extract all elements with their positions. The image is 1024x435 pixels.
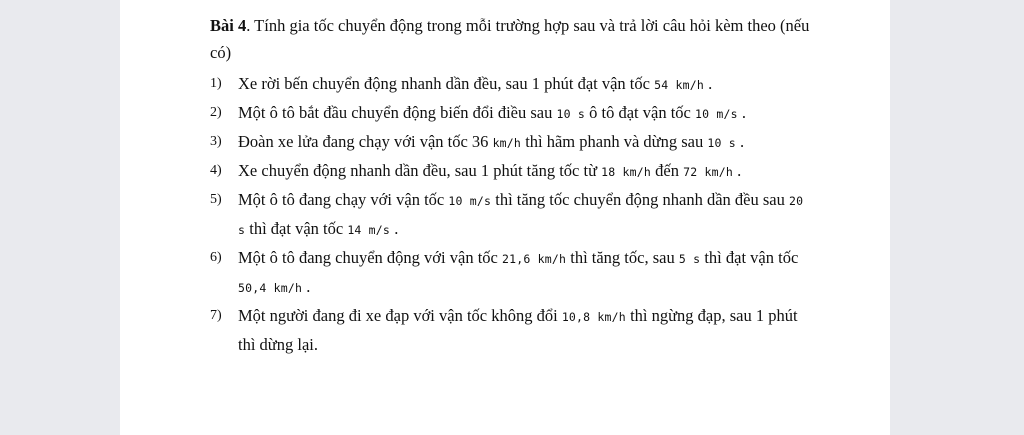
- text-run: .: [390, 219, 399, 238]
- document-content: [210, 12, 810, 358]
- text-run: .: [735, 132, 745, 151]
- list-item: [210, 70, 810, 99]
- unit-value: 10 m/s: [694, 107, 738, 121]
- list-item-text: [238, 244, 810, 302]
- document-page: [120, 0, 890, 435]
- text-run: ô tô đạt vận tốc: [585, 103, 695, 122]
- exercise-label: Bài 4: [210, 16, 247, 35]
- text-run: thì đạt vận tốc: [245, 219, 348, 238]
- text-run: .: [703, 74, 713, 93]
- text-run: .: [732, 161, 742, 180]
- text-run: thì ngừng đạp, sau 1 phút thì dừng lại.: [238, 306, 798, 354]
- list-item: [210, 186, 810, 244]
- unit-value: 20 s: [238, 194, 804, 237]
- unit-value: km/h: [492, 136, 522, 150]
- text-run: đến: [651, 161, 684, 180]
- list-item-number: 2): [210, 105, 222, 120]
- unit-value: 50,4 km/h: [238, 281, 303, 295]
- list-item-number: 1): [210, 76, 222, 91]
- unit-value: 10 m/s: [448, 194, 492, 208]
- exercise-instruction: . Tính gia tốc chuyển động trong mỗi trường hợp sau và trả lời câu hỏi kèm theo (nếu có): [210, 16, 810, 62]
- unit-value: 21,6 km/h: [501, 252, 567, 266]
- list-item-text: [238, 186, 810, 244]
- list-item: [210, 244, 810, 302]
- text-run: Xe rời bến chuyển động nhanh dần đều, sau 1 phút đạt vận tốc: [238, 74, 655, 93]
- text-run: .: [737, 103, 746, 122]
- list-item: [210, 128, 810, 157]
- list-item-text: [238, 128, 810, 157]
- text-run: .: [302, 277, 311, 296]
- exercise-list: [210, 70, 810, 358]
- list-item-number: 7): [210, 308, 222, 323]
- text-run: thì hãm phanh và dừng sau: [521, 132, 708, 151]
- unit-value: 10 s: [556, 107, 585, 121]
- unit-value: 10,8 km/h: [561, 310, 626, 324]
- text-run: thì đạt vận tốc: [700, 248, 799, 267]
- exercise-heading: [210, 12, 810, 66]
- list-item-text: [238, 99, 810, 128]
- unit-value: 54 km/h: [654, 78, 704, 92]
- text-run: Xe chuyển động nhanh dần đều, sau 1 phút tăng tốc từ: [238, 161, 602, 180]
- text-run: thì tăng tốc, sau: [566, 248, 679, 267]
- unit-value: 72 km/h: [683, 165, 733, 179]
- list-item-text: [238, 302, 810, 358]
- text-run: Đoàn xe lửa đang chạy với vận tốc 36: [238, 132, 493, 151]
- list-item: [210, 157, 810, 186]
- unit-value: 10 s: [707, 136, 736, 150]
- list-item: [210, 302, 810, 358]
- unit-value: 5 s: [678, 252, 701, 266]
- text-run: Một người đang đi xe đạp với vận tốc không đổi: [238, 306, 562, 325]
- unit-value: 18 km/h: [601, 165, 652, 179]
- list-item: [210, 99, 810, 128]
- list-item-number: 4): [210, 163, 222, 178]
- text-run: Một ô tô đang chuyển động với vận tốc: [238, 248, 502, 267]
- text-run: thì tăng tốc chuyển động nhanh dần đều sau: [491, 190, 789, 209]
- list-item-number: 6): [210, 250, 222, 265]
- unit-value: 14 m/s: [347, 223, 391, 237]
- text-run: Một ô tô bắt đầu chuyển động biến đổi điều sau: [238, 103, 557, 122]
- list-item-number: 5): [210, 192, 222, 207]
- list-item-number: 3): [210, 134, 222, 149]
- text-run: Một ô tô đang chạy với vận tốc: [238, 190, 449, 209]
- list-item-text: [238, 70, 810, 99]
- list-item-text: [238, 157, 810, 186]
